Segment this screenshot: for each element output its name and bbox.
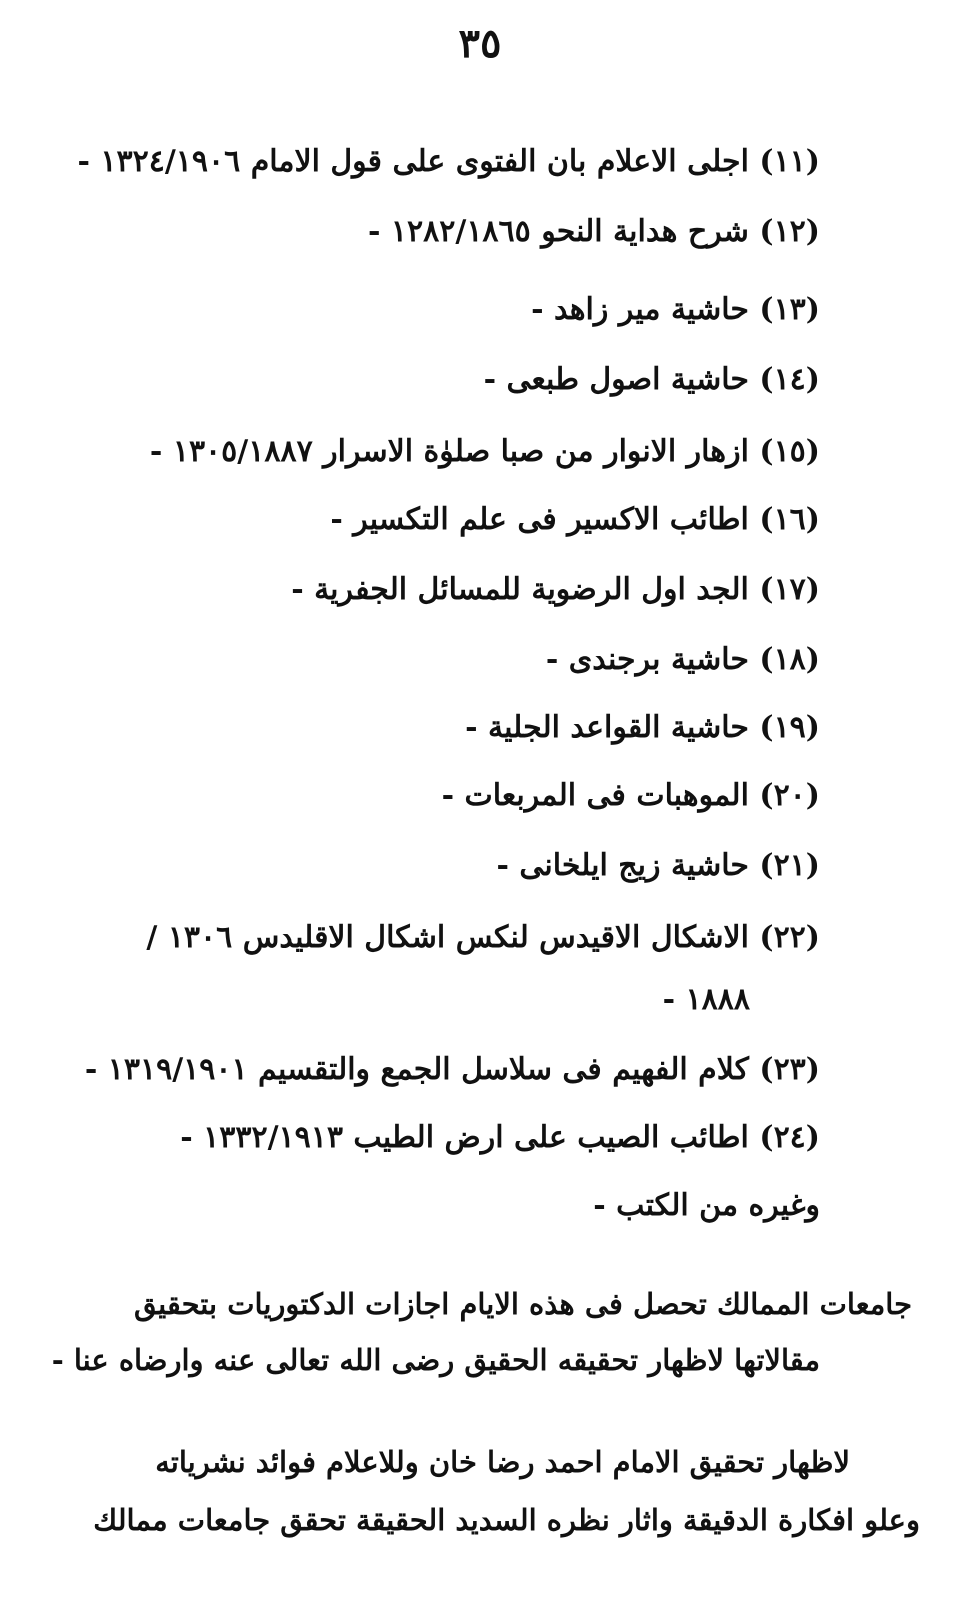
list-item-text: كلام الفهيم فى سلاسل الجمع والتقسيم ١٣١٩/١٩٠١ - (84, 1052, 749, 1087)
list-item-number: (١٤) (759, 362, 820, 397)
list-item-number: (٢٠) (759, 778, 820, 813)
list-item-text: حاشية زيج ايلخانى - (496, 848, 749, 883)
paragraph-line: وعلو افكارة الدقيقة واثار نظره السديد الحقيقة تحقق جامعات ممالك (93, 1503, 920, 1537)
list-item (180, 1118, 820, 1158)
list-item-text: حاشية اصول طبعى - (483, 362, 749, 397)
list-item (85, 1050, 820, 1090)
list-item (77, 142, 820, 182)
list-footer-line (593, 1186, 820, 1226)
list-item (496, 846, 820, 886)
list-item-text: وغيره من الكتب - (593, 1188, 820, 1223)
list-item-number: (١٩) (759, 710, 820, 745)
list-item (368, 212, 820, 252)
list-item-number: (١٣) (759, 292, 820, 327)
list-item-text: اجلى الاعلام بان الفتوى على قول الامام ١٣٢٤/١٩٠٦ - (77, 144, 749, 179)
list-item (150, 432, 820, 472)
list-item-number: (١٨) (759, 642, 820, 677)
list-item-text: الاشكال الاقيدس لنكس اشكال الاقليدس ١٣٠٦ / (146, 920, 749, 955)
list-item-text: حاشية برجندى - (545, 642, 749, 677)
list-item (146, 918, 820, 958)
list-item-text: ازهار الانوار من صبا صلوٰة الاسرار ١٣٠٥/١٨٨٧ - (149, 434, 749, 469)
list-item-text: الموهبات فى المربعات - (441, 778, 749, 813)
paragraph-line: مقالاتها لاظهار تحقيقه الحقيق رضى الله تعالى عنه وارضاه عنا - (51, 1343, 820, 1377)
list-item (546, 640, 820, 680)
list-item (484, 360, 820, 400)
list-item-number: (٢٢) (759, 920, 820, 955)
list-item-text: اطائب الصيب على ارض الطيب ١٣٣٢/١٩١٣ - (180, 1120, 749, 1155)
list-item-number: (١٢) (759, 214, 820, 249)
list-item-text: حاشية مير زاهد - (531, 292, 749, 327)
list-item (531, 290, 820, 330)
list-item-text: الجد اول الرضوية للمسائل الجفرية - (291, 572, 749, 607)
list-item-number: (١٧) (759, 572, 820, 607)
list-item-number: (١٥) (759, 434, 820, 469)
list-item-number: (٢١) (759, 848, 820, 883)
paragraph-line: جامعات الممالك تحصل فى هذه الايام اجازات الدكتوريات بتحقيق (133, 1287, 912, 1321)
list-item (442, 776, 820, 816)
list-item-number: (٢٣) (759, 1052, 820, 1087)
paragraph-line: لاظهار تحقيق الامام احمد رضا خان وللاعلام فوائد نشرياته (155, 1445, 850, 1479)
list-item-text: اطائب الاكسير فى علم التكسير - (330, 502, 749, 537)
list-item (330, 500, 820, 540)
list-item-text: شرح هداية النحو ١٢٨٢/١٨٦٥ - (368, 214, 749, 249)
list-item (291, 570, 820, 610)
list-item-text: حاشية القواعد الجلية - (465, 710, 749, 745)
page-number: ٣٥ (458, 20, 502, 67)
list-item-text: ١٨٨٨ - (662, 982, 750, 1017)
list-item-number: (١٦) (759, 502, 820, 537)
list-item-number: (١١) (759, 144, 820, 179)
list-item (465, 708, 820, 748)
list-item-continuation (663, 980, 750, 1020)
list-item-number: (٢٤) (759, 1120, 820, 1155)
